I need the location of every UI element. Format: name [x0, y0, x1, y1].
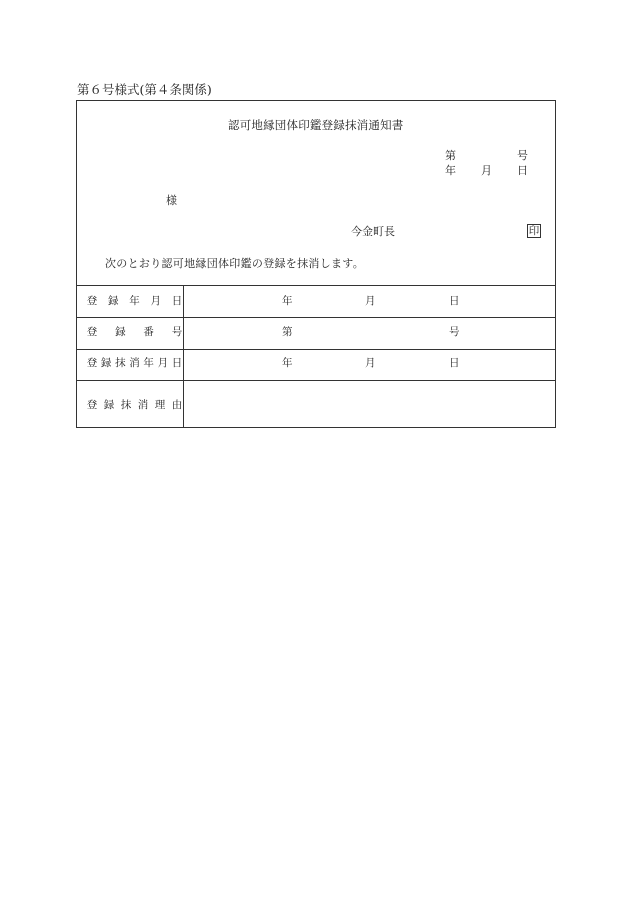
row-value: 号	[449, 326, 460, 338]
row-value: 日	[449, 357, 460, 369]
row-label-char: 年	[143, 357, 154, 369]
seal-mark: 印	[528, 224, 540, 237]
row-label-char: 理	[154, 399, 166, 411]
row-entry-field[interactable]	[184, 286, 555, 317]
body-text: 次のとおり認可地縁団体印鑑の登録を抹消します。	[105, 257, 365, 270]
row-label-char: 録	[108, 295, 119, 307]
row-label-char: 登	[86, 295, 98, 307]
row-label-char: 月	[150, 295, 161, 307]
row-value: 月	[365, 295, 376, 307]
row-label-char: 抹	[115, 357, 126, 369]
date-day: 日	[517, 164, 528, 177]
row-label-char: 消	[137, 399, 149, 411]
row-value: 日	[449, 295, 460, 307]
addressee-suffix: 様	[166, 194, 177, 207]
form-number-label: 第６号様式(第４条関係)	[77, 82, 212, 97]
number-go: 号	[517, 149, 528, 162]
row-label-char: 号	[171, 326, 183, 338]
date-year: 年	[445, 164, 456, 177]
row-label-char: 登	[86, 326, 98, 338]
date-month: 月	[481, 164, 492, 177]
row-label-char: 年	[129, 295, 140, 307]
row-label-char: 録	[100, 357, 112, 369]
row-value: 第	[282, 326, 293, 338]
row-label-char: 登	[86, 399, 98, 411]
row-label-char: 登	[86, 357, 98, 369]
row-entry-field[interactable]	[184, 381, 555, 427]
row-label-char: 消	[129, 357, 140, 369]
row-label-char: 日	[171, 357, 183, 369]
row-label-char: 月	[157, 357, 169, 369]
document-title: 認可地縁団体印鑑登録抹消通知書	[228, 118, 404, 132]
row-label-char: 録	[115, 326, 126, 338]
issuer-name: 今金町長	[351, 225, 395, 238]
row-value: 月	[365, 357, 376, 369]
number-dai: 第	[445, 149, 456, 162]
row-value: 年	[282, 295, 293, 307]
row-label-char: 日	[171, 295, 183, 307]
row-label-char: 番	[143, 326, 154, 338]
row-entry-field[interactable]	[184, 350, 555, 380]
row-label-char: 録	[103, 399, 115, 411]
row-value: 年	[282, 357, 293, 369]
row-entry-field[interactable]	[184, 318, 555, 349]
row-label-char: 由	[171, 399, 183, 411]
row-label-char: 抹	[120, 399, 132, 411]
